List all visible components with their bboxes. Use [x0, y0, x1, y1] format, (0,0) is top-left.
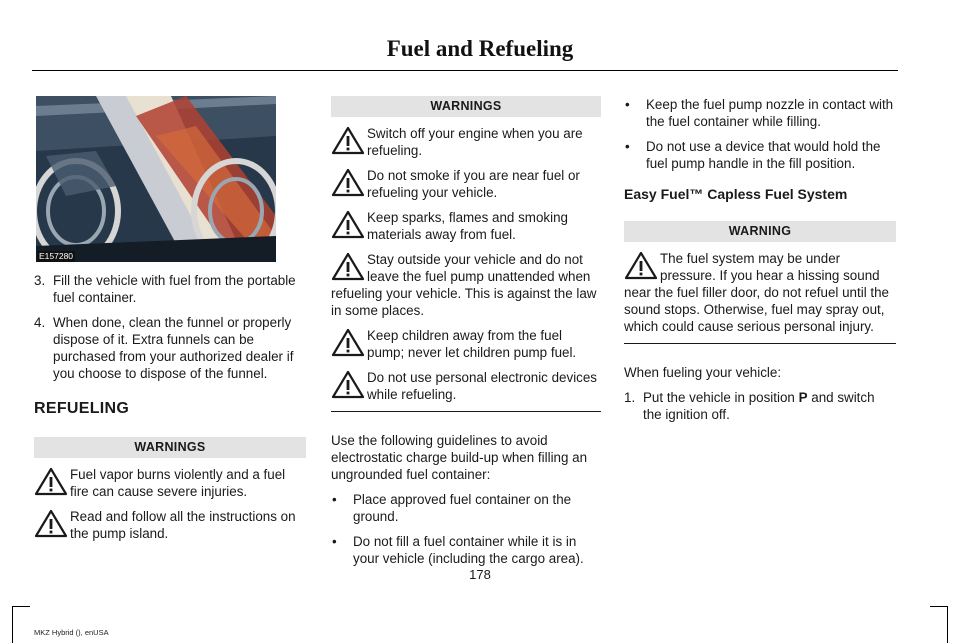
- warnings-block: [331, 125, 601, 412]
- bullet-icon: •: [332, 492, 337, 507]
- warning-item: [331, 125, 601, 159]
- page-title: Fuel and Refueling: [386, 36, 574, 61]
- fueling-steps: [624, 389, 896, 423]
- bullet-text: Place approved fuel container on the ground.: [353, 492, 572, 524]
- warning-triangle-icon: [331, 370, 365, 400]
- warning-label: WARNING: [624, 221, 896, 242]
- bullet-text: Keep the fuel pump nozzle in contact with the fuel container while filling.: [646, 97, 894, 129]
- step-text: When done, clean the funnel or properly dispose of it. Extra funnels can be purchased from your authorized dealer if you choose to dispose of the funnel.: [53, 315, 294, 381]
- warning-block: [624, 250, 896, 344]
- column-middle: [331, 96, 601, 575]
- column-left: [34, 96, 306, 542]
- list-item: [331, 533, 601, 567]
- bullet-icon: •: [332, 534, 337, 549]
- bullet-text: Do not fill a fuel container while it is in your vehicle (including the cargo area).: [353, 534, 584, 566]
- guidelines-intro: Use the following guidelines to avoid electrostatic charge build-up when filling an ungrounded fuel container:: [331, 433, 588, 482]
- gear-position: P: [798, 390, 808, 405]
- bullet-icon: •: [625, 139, 630, 154]
- warnings-label: WARNINGS: [331, 96, 601, 117]
- warning-text: Stay outside your vehicle and do not leave the fuel pump unattended when refueling your vehicle. This is against the law in some places.: [331, 252, 597, 318]
- warning-text: Do not use personal electronic devices while refueling.: [367, 370, 598, 402]
- warning-item: [331, 167, 601, 201]
- guidelines-list: [331, 491, 601, 567]
- list-item: [624, 389, 896, 423]
- warning-text: Keep children away from the fuel pump; never let children pump fuel.: [367, 328, 577, 360]
- step-number: 4.: [34, 315, 46, 330]
- list-item: [624, 138, 896, 172]
- warning-triangle-icon: [331, 328, 365, 358]
- crop-mark: [12, 606, 30, 607]
- step-text-before: Put the vehicle in position: [643, 390, 795, 405]
- list-item: [624, 96, 896, 130]
- warning-triangle-icon: [331, 126, 365, 156]
- guidelines-list-continued: [624, 96, 896, 172]
- step-number: 3.: [34, 273, 46, 288]
- list-item: [331, 491, 601, 525]
- crop-mark: [12, 606, 13, 643]
- warning-item: [331, 369, 601, 403]
- warning-item: [331, 327, 601, 361]
- warning-item: [331, 251, 601, 319]
- section-heading-refueling: REFUELING: [34, 400, 130, 417]
- warning-triangle-icon: [331, 252, 365, 282]
- list-item: [34, 314, 306, 382]
- warning-triangle-icon: [331, 168, 365, 198]
- warning-item: [34, 466, 306, 500]
- warnings-label: WARNINGS: [34, 437, 306, 458]
- warning-item: [624, 250, 896, 335]
- warning-text: The fuel system may be under pressure. If you hear a hissing sound near the fuel filler door, do not refuel until the sound stops. Otherwise, fuel may spray out, which could cause serious personal injury.: [624, 251, 890, 334]
- document-id: MKZ Hybrid (), enUSA: [34, 628, 109, 637]
- step-text: Fill the vehicle with fuel from the portable fuel container.: [53, 273, 296, 305]
- crop-mark: [930, 606, 948, 607]
- warning-text: Do not smoke if you are near fuel or refueling your vehicle.: [367, 168, 580, 200]
- page-number: 178: [469, 567, 491, 582]
- fuel-container-photo: [36, 96, 276, 262]
- fueling-intro: When fueling your vehicle:: [624, 365, 782, 380]
- bullet-text: Do not use a device that would hold the fuel pump handle in the fill position.: [646, 139, 881, 171]
- warning-triangle-icon: [34, 509, 68, 539]
- bullet-icon: •: [625, 97, 630, 112]
- refueling-illustration: [36, 96, 276, 262]
- warning-item: [34, 508, 306, 542]
- column-right: [624, 96, 896, 431]
- crop-mark: [947, 606, 948, 643]
- list-item: [34, 272, 306, 306]
- step-text-after: and switch the ignition off.: [643, 390, 875, 422]
- warning-text: Fuel vapor burns violently and a fuel fire can cause severe injuries.: [70, 467, 286, 499]
- step-number: 1.: [624, 390, 636, 405]
- warning-item: [331, 209, 601, 243]
- warning-text: Switch off your engine when you are refueling.: [367, 126, 583, 158]
- warning-triangle-icon: [624, 251, 658, 281]
- image-code: E157280: [39, 251, 74, 261]
- steps-list: [34, 272, 306, 382]
- warning-text: Keep sparks, flames and smoking materials away from fuel.: [367, 210, 568, 242]
- header-divider: [32, 70, 898, 71]
- warning-triangle-icon: [34, 467, 68, 497]
- warning-text: Read and follow all the instructions on the pump island.: [70, 509, 296, 541]
- warning-triangle-icon: [331, 210, 365, 240]
- section-heading-easy-fuel: Easy Fuel™ Capless Fuel System: [624, 186, 848, 202]
